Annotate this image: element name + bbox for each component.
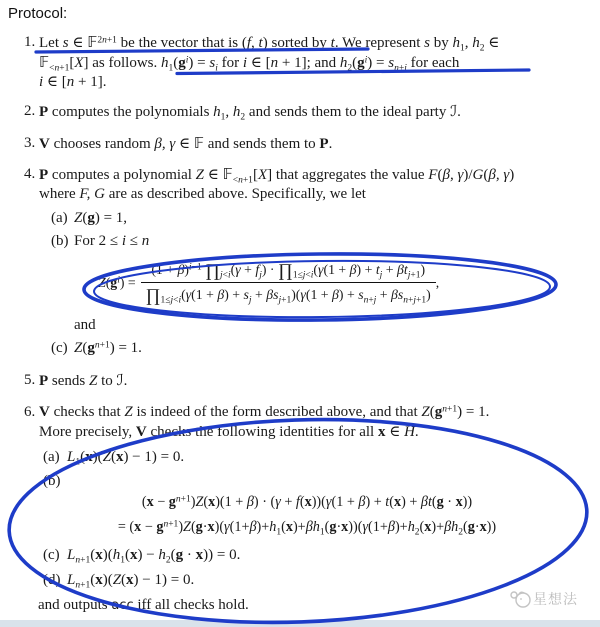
- bottom-edge-strip: [0, 620, 600, 627]
- item-6b-equation-line-1: $(x - g^{n+1})Z(x)(1 + \beta) \cdot (\gamma + f(x))(\gamma(1 + \beta) + t(x) + \beta t(g \cdot x))$: [141, 494, 473, 510]
- item-4-and: and: [74, 317, 96, 333]
- item-4b-label: (b): [51, 233, 69, 249]
- item-4a-label: (a): [51, 210, 68, 226]
- watermark-text: 星想法: [533, 592, 578, 608]
- item-1-number: 1.: [24, 34, 36, 50]
- item-4a-text: Z(g) = 1,: [74, 210, 128, 226]
- item-5-text: P sends Z to ℐ.: [39, 371, 128, 389]
- item-6a-text: $L_1(x)(Z(x) - 1) = 0$.: [67, 449, 185, 468]
- item-1-line-2: 𝔽$_{<n+1}$[X] as follows. $h_1(g^i) = s_i$ for i ∈ [n + 1]; and $h_2(g^i) = s_{n+i}$ for each: [39, 53, 460, 74]
- equation-numerator: $(1 + \beta)^{i-1}$ $\prod_{j<i}(\gamma + f_j)$ · $\prod_{1\le j<i}(\gamma(1 + \beta) + t_j + \beta t_{j+1})$: [151, 260, 426, 281]
- item-4c-label: (c): [51, 340, 68, 356]
- item-4-line-1: P computes a polynomial Z ∈ 𝔽$_{<n+1}$[X] that aggregates the value F(β, γ)/G(β, γ): [39, 165, 515, 186]
- item-3-number: 3.: [24, 135, 36, 151]
- z-product-equation: [98, 261, 439, 304]
- equation-fraction: [141, 261, 436, 304]
- equation-lhs: $Z(g^i)$ =: [98, 275, 136, 290]
- item-2-number: 2.: [24, 103, 36, 119]
- equation-denominator: $\prod_{1\le j<i}(\gamma(1 + \beta) + s_j + \beta s_{j+1})(\gamma(1 + \beta) + s_{n+j} + \beta s_{n+j+1})$: [141, 282, 436, 304]
- mascot-face-icon: [509, 588, 533, 610]
- item-4-number: 4.: [24, 166, 36, 182]
- item-6c-label: (c): [43, 547, 60, 563]
- item-6d-label: (d): [43, 572, 61, 588]
- item-4c-text: $Z(g^{n+1}) = 1$.: [74, 340, 142, 356]
- item-4-line-2: where F, G are as described above. Specifically, we let: [39, 186, 366, 202]
- item-6d-text: $L_{n+1}(x)(Z(x) - 1) = 0$.: [67, 572, 195, 591]
- item-5-number: 5.: [24, 372, 36, 388]
- closing-line: and outputs acc iff all checks hold.: [38, 597, 249, 613]
- item-6c-text: $L_{n+1}(x)(h_1(x) - h_2(g \cdot x)) = 0$.: [67, 547, 241, 566]
- item-6-line-2: More precisely, V checks the following identities for all x ∈ H.: [39, 424, 419, 440]
- item-4b-text: For 2 ≤ i ≤ n: [74, 233, 150, 249]
- page-title: Protocol:: [8, 5, 68, 22]
- item-6a-label: (a): [43, 449, 60, 465]
- watermark: [509, 588, 578, 610]
- item-1-line-1: Let s ∈ 𝔽$^{2n+1}$ be the vector that is (f, t) sorted by t. We represent s by $h_1$, $h_2$ ∈: [39, 33, 500, 54]
- item-6b-equation-line-2: = $(x - g^{n+1})Z(g\cdot x)(\gamma(1+\beta)+h_1(x)+\beta h_1(g\cdot x))(\gamma(1+\beta)+h_2(x)+\beta h_2(g\cdot x))$: [117, 519, 497, 538]
- item-1-line-3: i ∈ [n + 1].: [39, 74, 107, 90]
- item-3-text: V chooses random β, γ ∈ 𝔽 and sends them to P.: [39, 134, 333, 152]
- item-6-line-1: V checks that Z is indeed of the form described above, and that $Z(g^{n+1}) = 1$.: [39, 404, 490, 420]
- equation-trailing-comma: ,: [435, 275, 440, 290]
- item-6-number: 6.: [24, 404, 36, 420]
- item-6b-label: (b): [43, 473, 61, 489]
- item-2-text: P computes the polynomials $h_1$, $h_2$ and sends them to the ideal party ℐ.: [39, 102, 461, 123]
